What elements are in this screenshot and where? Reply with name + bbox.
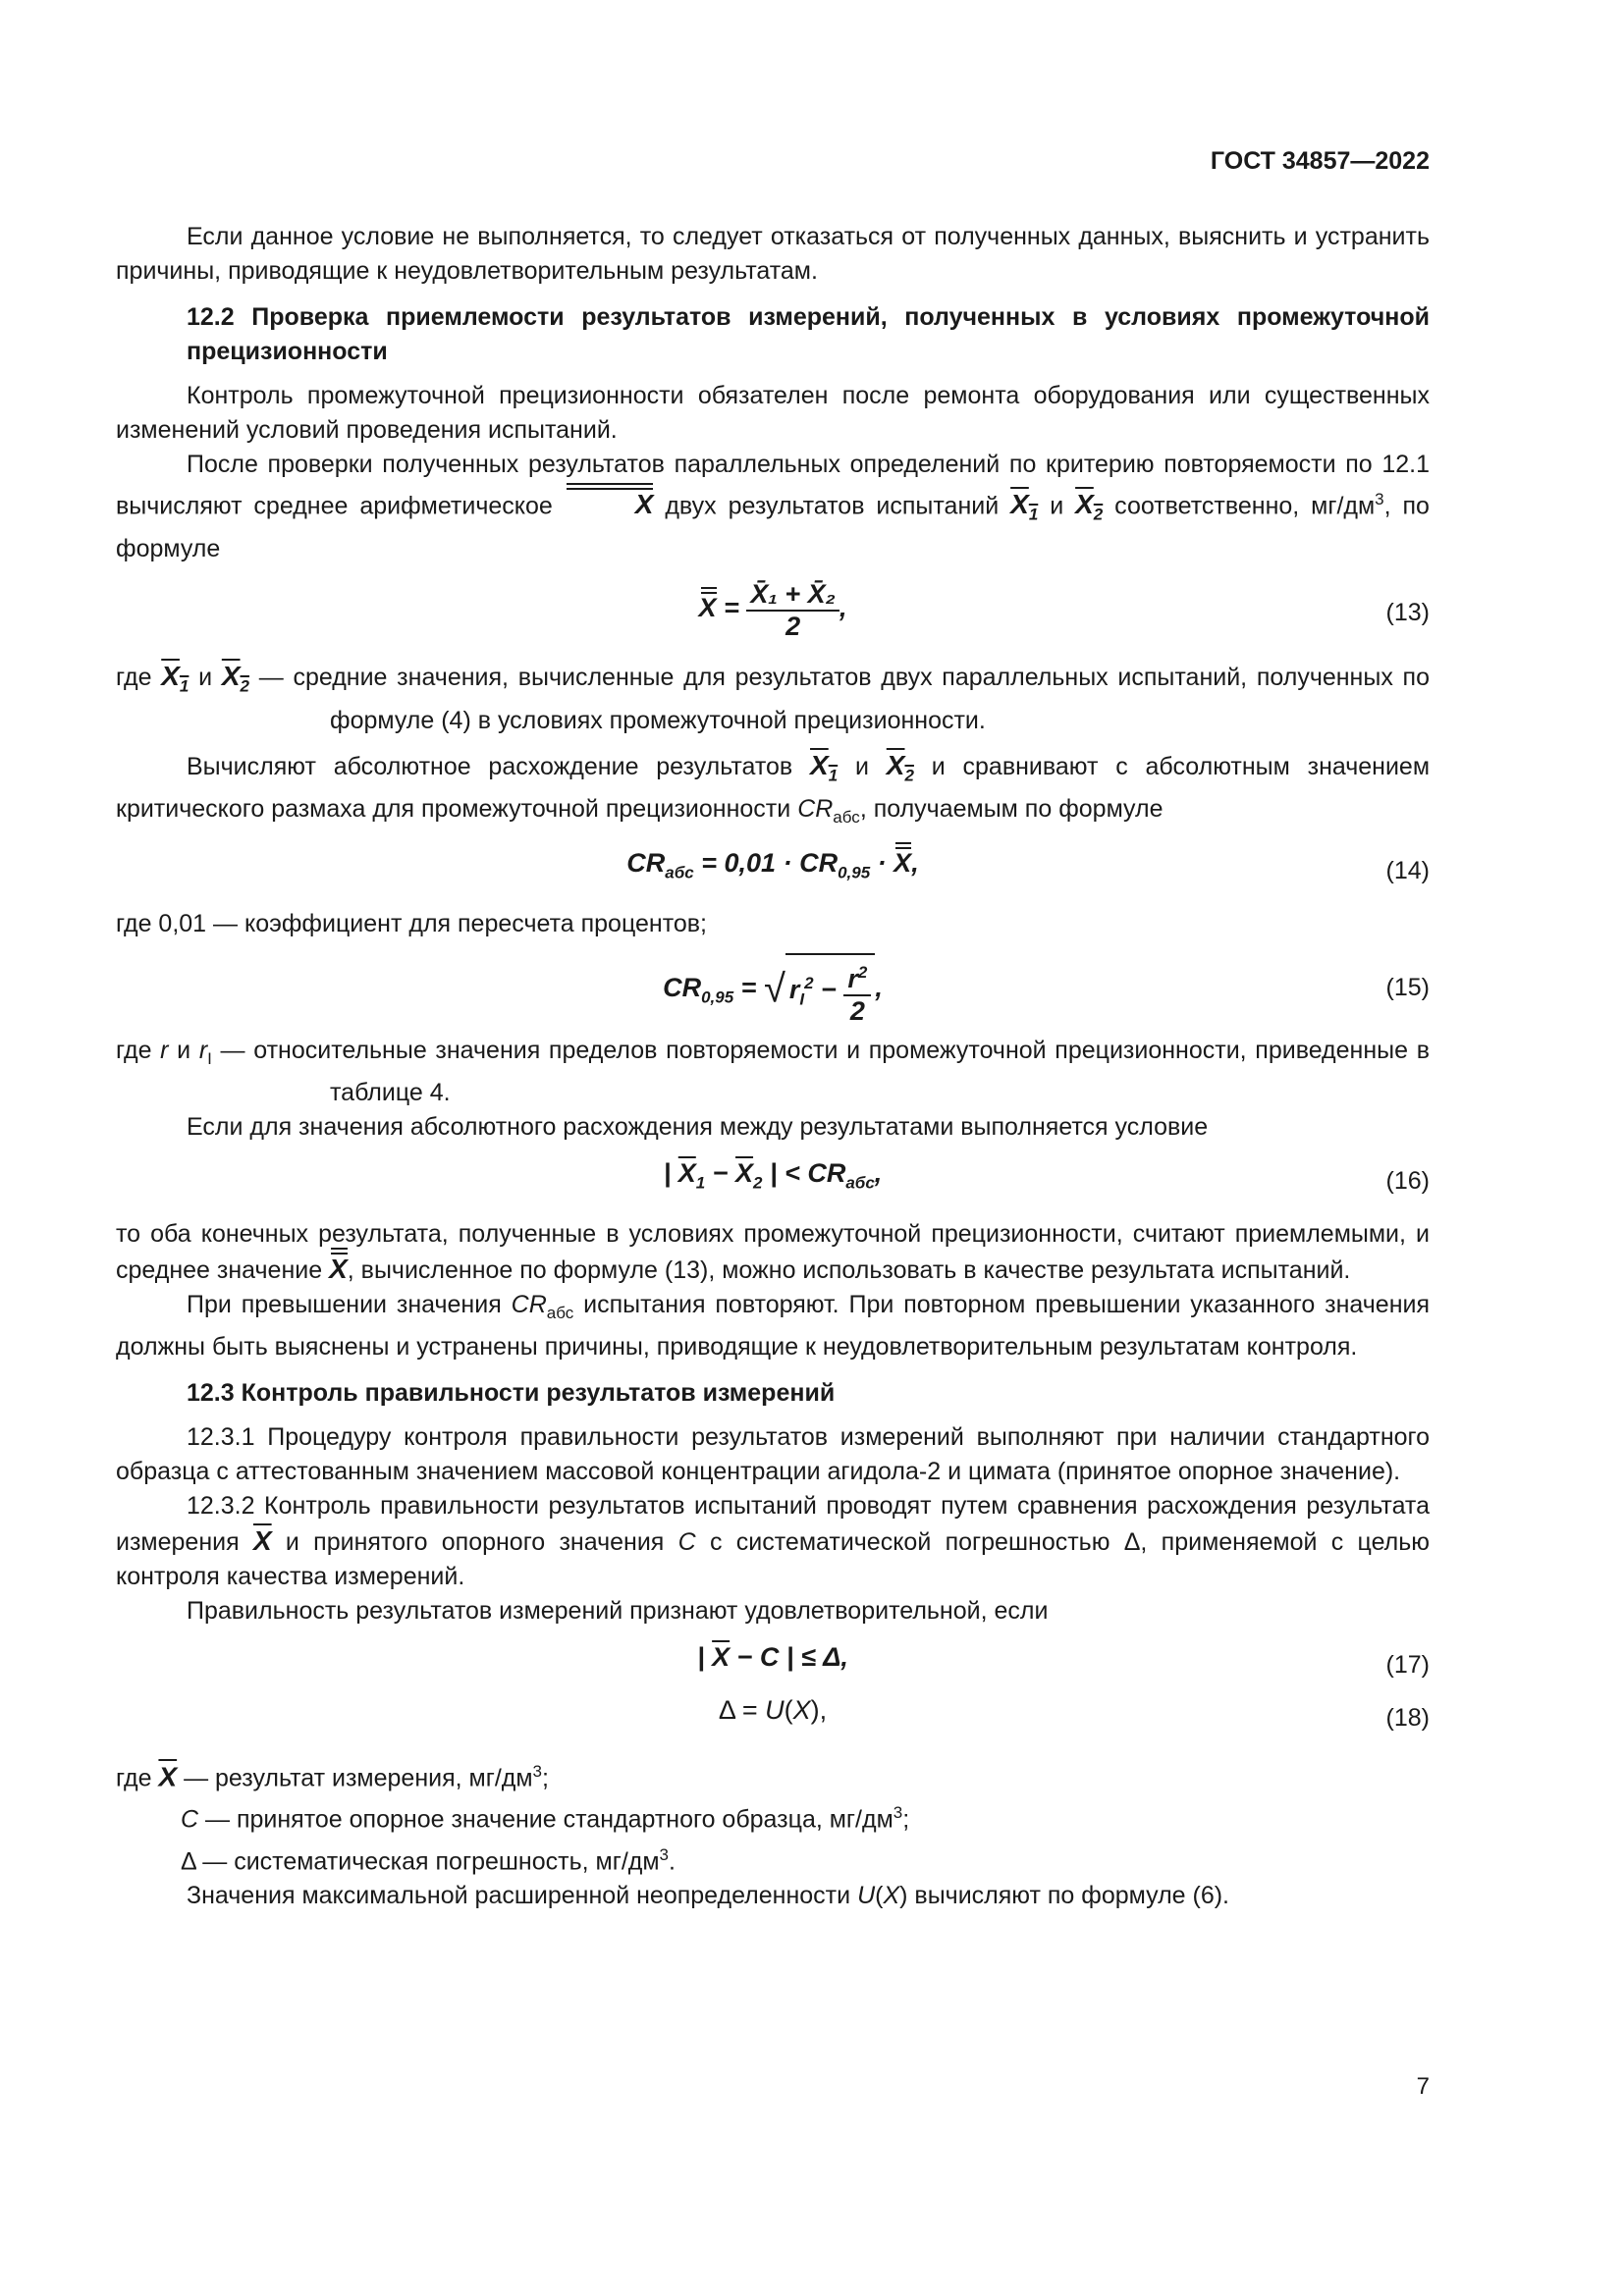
paragraph: Контроль промежуточной прецизионности обязателен после ремонта оборудования или существенных изменений условий проведения испытаний. <box>116 382 1430 444</box>
formula-13: X = $\frac{\text{X̄₁ + X̄₂}}{2}$ , (13) <box>698 578 1430 641</box>
paragraph: то оба конечных результата, полученные в условиях промежуточной прецизионности, считают приемлемыми, и среднее значение X, вычисленное по формуле (13), можно использовать в качестве результата испытаний. <box>116 1220 1430 1285</box>
paragraph: Если данное условие не выполняется, то следует отказаться от полученных данных, выяснить и устранить причины, приводящие к неудовлетворительным результатам. <box>116 223 1430 285</box>
formula-number: (17) <box>1385 1651 1430 1680</box>
paragraph: Вычисляют абсолютное расхождение результатов $X_1$ и $X_2$ и сравнивают с абсолютным значением критического размаха для промежуточной прецизионности $CR_{абс}$, получаемым по формуле <box>116 749 1431 828</box>
formula-number: (13) <box>1385 598 1430 626</box>
definition: где $\overline{X}$ — результат измерения, $мг/дм^3$; <box>116 1761 549 1792</box>
document-body <box>116 220 1430 1913</box>
x-double-bar-symbol: X <box>565 487 654 521</box>
formula-18: Δ = U(X), (18) <box>116 1693 1430 1742</box>
where-clause: где 0,01 — коэффициент для пересчета процентов; <box>116 910 707 938</box>
definition: C — принятое опорное значение стандартного образца, $мг/дм^3$; <box>181 1803 910 1834</box>
section-heading-12-3: 12.3 Контроль правильности результатов измерений <box>187 1379 836 1408</box>
page-number: 7 <box>1416 2073 1430 2100</box>
standard-header: ГОСТ 34857—2022 <box>1210 147 1430 175</box>
formula-14: $CR_{абс} = 0,01 \cdot CR_{0,95} \cdot X$, (14) <box>116 846 1430 895</box>
paragraph: При превышении значения $CR_{абс}$ испытания повторяют. При повторном превышении указанного значения должны быть выяснены и устранены причины, приводящие к неудовлетворительным результатам контроля. <box>116 1291 1431 1362</box>
formula-16: | $\overline{X}_1 - \overline{X}_2$ | < $CR_{абс}$, (16) <box>116 1156 1430 1205</box>
paragraph: После проверки полученных результатов параллельных определений по критерию повторяемости по 12.1 вычисляют среднее арифметическое X двух результатов испытаний $X_1$ и $X_2$ соответственно, $мг/дм^3$, по формуле <box>116 451 1430 562</box>
paragraph: 12.3.2 Контроль правильности результатов испытаний проводят путем сравнения расхождения результата измерения $\overline{X}$ и принятого опорного значения C с систематической погрешностью Δ, применяемой с целью контроля качества измерений. <box>116 1492 1431 1591</box>
symbol-definitions <box>116 1754 1430 1879</box>
definition: Δ — систематическая погрешность, $мг/дм^3$. <box>181 1844 676 1876</box>
paragraph: Если для значения абсолютного расхождения между результатами выполняется условие <box>187 1113 1209 1142</box>
paragraph: Правильность результатов измерений признают удовлетворительной, если <box>187 1597 1049 1626</box>
formula-17: | $\overline{X} - C$ | ≤ Δ, (17) <box>116 1640 1430 1689</box>
x2-symbol: $X_2$ <box>1075 489 1104 524</box>
formula-15: $CR_{0,95}$ = √ $r_I^2$ − $\frac{r^2}{2}$ , (15) <box>116 953 1430 1022</box>
formula-number: (14) <box>1385 857 1430 885</box>
paragraph: Значения максимальной расширенной неопределенности U(X) вычисляют по формуле (6). <box>187 1882 1230 1910</box>
x1-symbol: $X_1$ <box>1010 489 1039 524</box>
where-clause: где r и $r_I$ — относительные значения пределов повторяемости и промежуточной прецизионности, приведенные в таблице 4. <box>116 1037 1430 1107</box>
formula-number: (15) <box>1385 974 1430 1002</box>
formula-number: (16) <box>1385 1167 1430 1196</box>
paragraph: 12.3.1 Процедуру контроля правильности результатов измерений выполняют при наличии стандартного образца с аттестованным значением массовой концентрации агидола-2 и цимата (принятое опорное значение). <box>116 1423 1430 1486</box>
section-heading-12-2: 12.2 Проверка приемлемости результатов измерений, полученных в условиях промежуточной прецизионности <box>187 303 1430 365</box>
formula-number: (18) <box>1385 1704 1430 1733</box>
where-clause: где $X_1$ и $X_2$ — средние значения, вычисленные для результатов двух параллельных испытаний, полученных по формуле (4) в условиях промежуточной прецизионности. <box>116 660 1430 734</box>
